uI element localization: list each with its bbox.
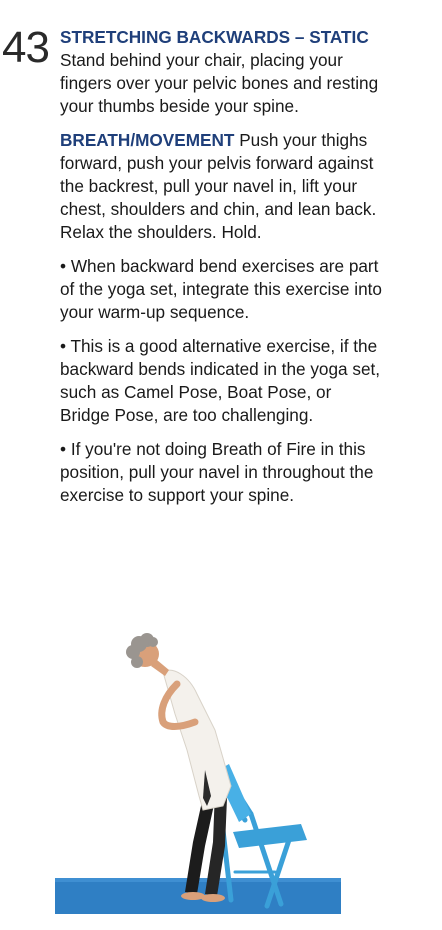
exercise-intro-paragraph [60,26,382,118]
breath-movement-text: Push your thighs forward, push your pelvis forward against the backrest, pull your navel in, lift your chest, shoulders and chin, and lean back. Relax the shoulders. Hold. [60,130,377,242]
bullet-icon: • [60,256,67,276]
exercise-title: STRETCHING BACKWARDS – STATIC [60,27,369,47]
note-bullet [60,255,382,324]
breath-movement-label: BREATH/MOVEMENT [60,130,235,150]
exercise-intro: Stand behind your chair, placing your fingers over your pelvic bones and resting your thumbs beside your spine. [60,50,379,116]
exercise-text [60,26,382,518]
exercise-number: 43 [2,23,49,72]
exercise-photo [55,610,341,916]
bullet-icon: • [60,439,67,459]
bullet-icon: • [60,336,67,356]
note-bullet [60,335,382,427]
note-text: When backward bend exercises are part of the yoga set, integrate this exercise into your warm-up sequence. [60,256,382,322]
breath-movement-paragraph [60,129,382,244]
note-text: If you're not doing Breath of Fire in this position, pull your navel in throughout the exercise to support your spine. [60,439,374,505]
woman-leaning-back-icon [55,610,341,916]
note-text: This is a good alternative exercise, if the backward bends indicated in the yoga set, such as Camel Pose, Boat Pose, or Bridge Pose, are too challenging. [60,336,381,425]
note-bullet [60,438,382,507]
